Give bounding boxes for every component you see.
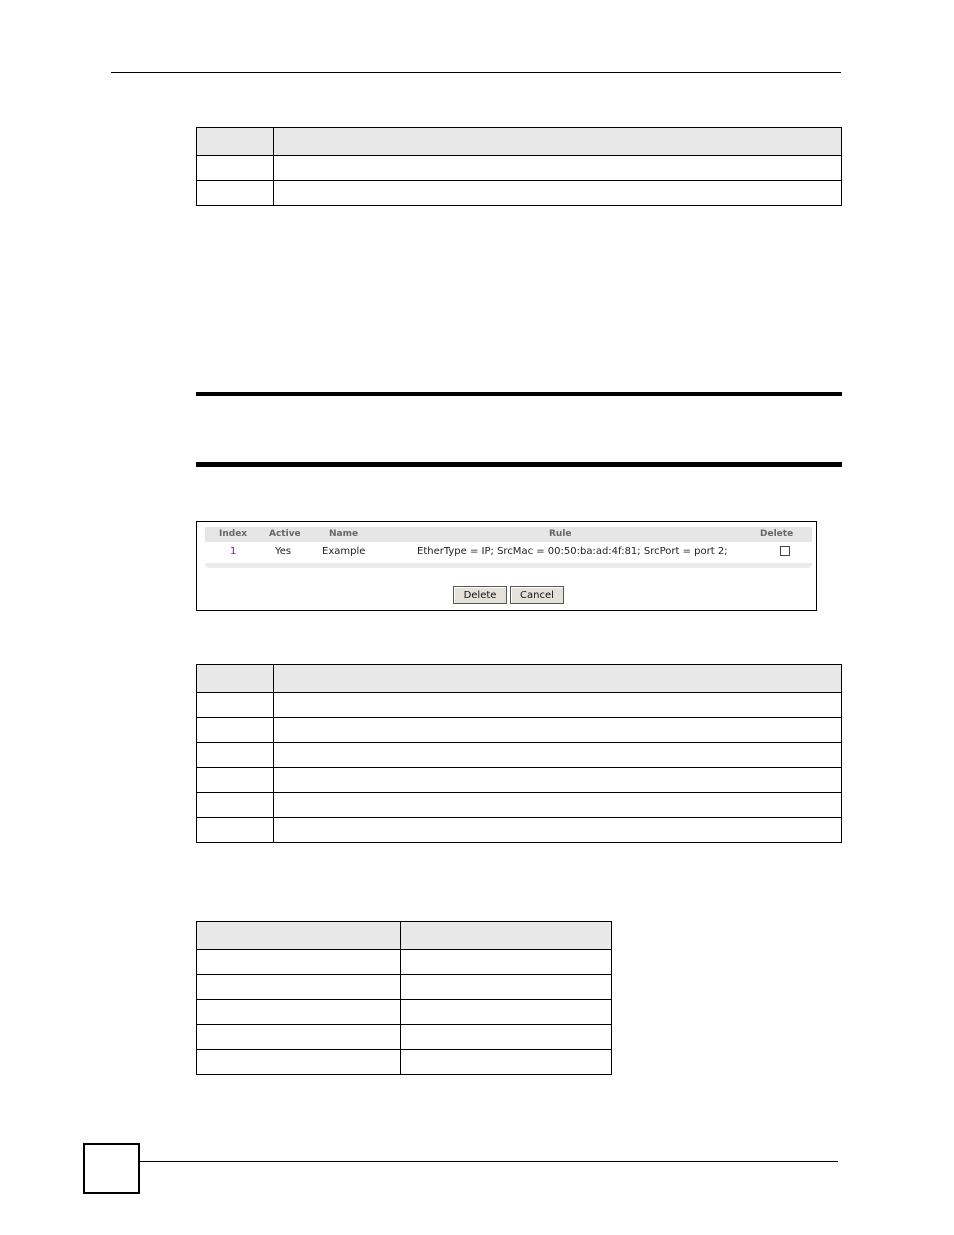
section-rule-top xyxy=(196,392,842,396)
rule-active-value: Yes xyxy=(275,546,292,557)
table-row xyxy=(197,793,842,818)
table-header-row xyxy=(197,665,842,693)
classifier-summary-screenshot xyxy=(196,521,817,611)
rule-name-value: Example xyxy=(322,546,366,557)
table-row xyxy=(197,156,842,181)
table-row xyxy=(197,818,842,843)
table-ports xyxy=(196,921,612,1075)
table-row xyxy=(197,181,842,206)
delete-button[interactable]: Delete xyxy=(453,586,507,604)
col-delete-header: Delete xyxy=(760,529,794,539)
table-row xyxy=(197,693,842,718)
table-row xyxy=(197,718,842,743)
cancel-button[interactable]: Cancel xyxy=(510,586,564,604)
header-rule xyxy=(111,72,841,73)
col-index-header: Index xyxy=(219,529,248,539)
col-name-header: Name xyxy=(329,529,359,539)
table-row xyxy=(197,1050,612,1075)
table-row xyxy=(197,975,612,1000)
summary-table-header xyxy=(205,527,812,542)
footer-rule xyxy=(140,1161,838,1162)
table-row xyxy=(197,1025,612,1050)
col-active-header: Active xyxy=(269,529,301,539)
table-footer-bar xyxy=(205,563,812,568)
delete-checkbox[interactable] xyxy=(780,546,790,556)
col-rule-header: Rule xyxy=(549,529,572,539)
table-fields xyxy=(196,664,842,843)
table-row xyxy=(197,1000,612,1025)
table-top xyxy=(196,127,842,206)
rule-index-link[interactable]: 1 xyxy=(230,546,237,557)
section-rule-bottom xyxy=(196,462,842,467)
rule-definition-value: EtherType = IP; SrcMac = 00:50:ba:ad:4f:81; SrcPort = port 2; xyxy=(417,546,728,557)
table-row xyxy=(197,743,842,768)
table-row xyxy=(197,950,612,975)
page-number-box xyxy=(83,1143,140,1194)
table-header-row xyxy=(197,128,842,156)
table-row xyxy=(205,542,812,563)
table-row xyxy=(197,768,842,793)
table-header-row xyxy=(197,922,612,950)
